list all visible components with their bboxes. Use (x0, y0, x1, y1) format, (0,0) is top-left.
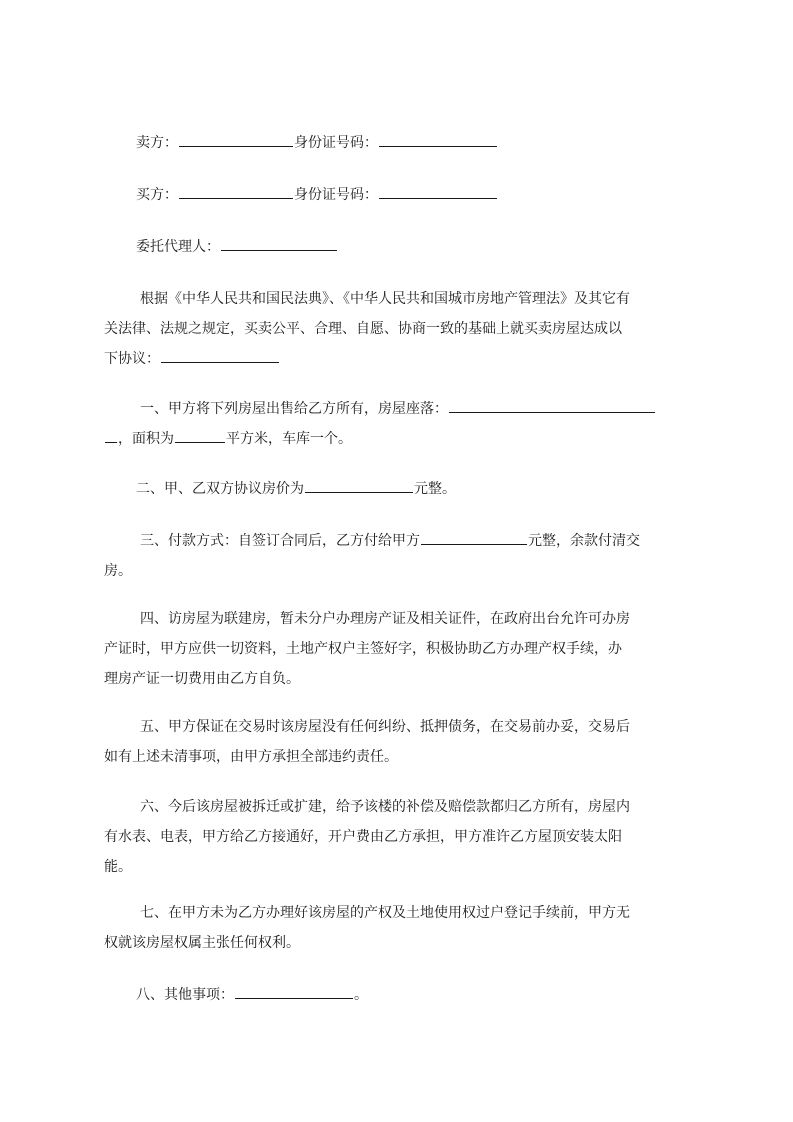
clause-1-line-2 (104, 424, 704, 454)
clause-2-line-1 (104, 474, 704, 504)
seller-name-blank[interactable] (179, 132, 293, 147)
clause-4-line-1: 四、访房屋为联建房，暂未分户办理房产证及相关证件，在政府出台允许可办房 (140, 611, 630, 627)
clause-1-text-c: 平方米，车库一个。 (226, 431, 352, 447)
clause-6-line-1: 六、今后该房屋被拆迁或扩建，给予该楼的补偿及赔偿款都归乙方所有，房屋内 (140, 799, 630, 815)
intro-paragraph (104, 284, 704, 374)
clause-2-text-b: 元整。 (414, 481, 456, 497)
clause-6-line-3: 能。 (104, 859, 132, 875)
clause-5-line-2: 如有上述未清事项，由甲方承担全部违约责任。 (104, 749, 398, 765)
seller-id-label: 身份证号码： (294, 135, 378, 151)
seller-id-blank[interactable] (379, 132, 497, 147)
clause-8-text-b: 。 (354, 987, 368, 1003)
intro-line-3 (104, 344, 704, 374)
clause-8-line-1 (104, 980, 704, 1010)
clause-4 (104, 604, 704, 694)
buyer-id-blank[interactable] (379, 184, 497, 199)
agent-line (104, 236, 704, 257)
clause-7 (104, 898, 704, 958)
clause-8-text-a: 八、其他事项： (136, 987, 234, 1003)
clause-4-line-3: 理房产证一切费用由乙方自负。 (104, 671, 300, 687)
buyer-name-blank[interactable] (179, 184, 293, 199)
agent-label: 委托代理人： (136, 239, 220, 255)
clause-6-line-2: 有水表、电表，甲方给乙方接通好，开户费由乙方承担，甲方准许乙方屋顶安装太阳 (104, 829, 622, 845)
clause-4-line-2: 产证时，甲方应供一切资料，土地产权户主签好字，积极协助乙方办理产权手续，办 (104, 641, 622, 657)
clause-2 (104, 474, 704, 504)
clause-3 (104, 526, 704, 586)
buyer-label: 买方： (136, 187, 178, 203)
clause-3-text-b: 元整，余款付清交 (528, 533, 640, 549)
intro-line-3-text: 下协议： (104, 351, 160, 367)
clause-2-text-a: 二、甲、乙双方协议房价为 (136, 481, 304, 497)
buyer-id-label: 身份证号码： (294, 187, 378, 203)
clause-7-line-2: 权就该房屋权属主张任何权利。 (104, 935, 300, 951)
area-blank[interactable] (175, 428, 225, 443)
agent-name-blank[interactable] (221, 236, 337, 251)
clause-1-text-b: ，面积为 (118, 431, 174, 447)
seller-label: 卖方： (136, 135, 178, 151)
clause-1 (104, 394, 704, 454)
buyer-line (104, 184, 704, 205)
clause-3-text-a: 三、付款方式：自签订合同后，乙方付给甲方 (140, 533, 420, 549)
clause-7-line-1: 七、在甲方未为乙方办理好该房屋的产权及土地使用权过户登记手续前，甲方无 (140, 905, 630, 921)
intro-line-1: 根据《中华人民共和国民法典》、《中华人民共和国城市房地产管理法》及其它有 (140, 291, 630, 307)
intro-line-2: 关法律、法规之规定，买卖公平、合理、自愿、协商一致的基础上就买卖房屋达成以 (104, 321, 622, 337)
agreement-blank[interactable] (161, 348, 279, 363)
clause-8 (104, 980, 704, 1010)
clause-3-line-2: 房。 (104, 563, 132, 579)
clause-5-line-1: 五、甲方保证在交易时该房屋没有任何纠纷、抵押债务，在交易前办妥，交易后 (140, 719, 630, 735)
clause-1-line-1 (104, 394, 704, 424)
location-blank[interactable] (449, 398, 655, 413)
clause-5 (104, 712, 704, 772)
other-matters-blank[interactable] (235, 984, 353, 999)
clause-1-text-a: 一、甲方将下列房屋出售给乙方所有，房屋座落： (140, 401, 448, 417)
payment-blank[interactable] (421, 530, 527, 545)
clause-6 (104, 792, 704, 882)
price-blank[interactable] (305, 478, 413, 493)
seller-line (104, 132, 704, 153)
clause-3-line-1 (104, 526, 704, 556)
location-blank-cont[interactable] (105, 428, 117, 443)
